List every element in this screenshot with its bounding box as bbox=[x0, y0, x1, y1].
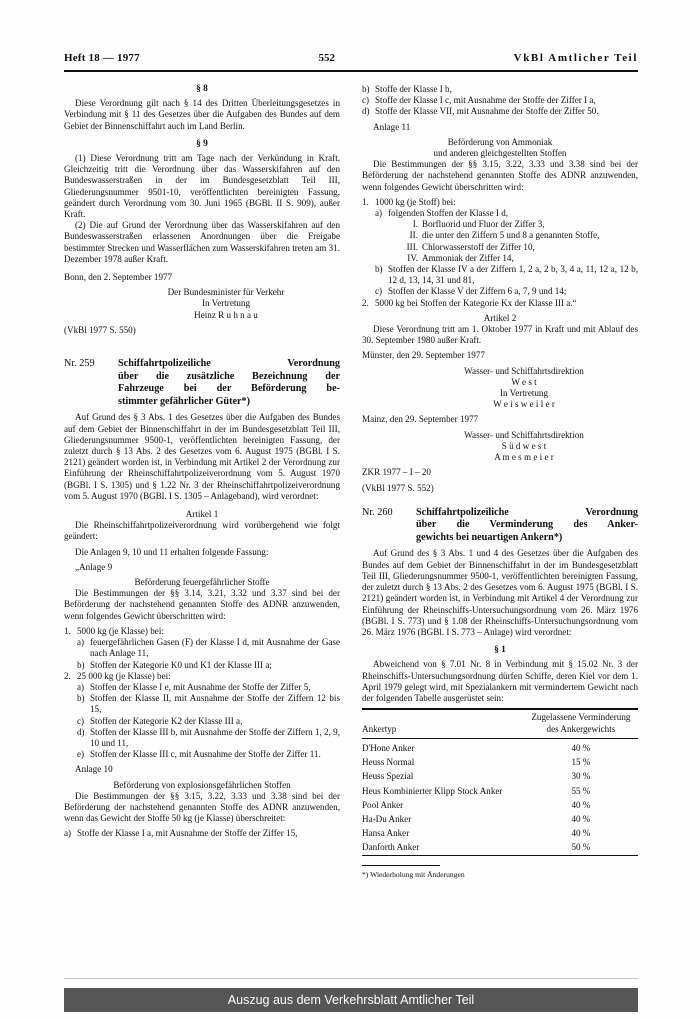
list-marker: d) bbox=[362, 106, 370, 117]
table-bottom-rule bbox=[362, 856, 638, 857]
list-text: Borfluorid und Fluor der Ziffer 3, bbox=[422, 219, 545, 230]
list-marker: 2. bbox=[362, 297, 369, 308]
anchor-type: Ha-Du Anker bbox=[362, 813, 412, 824]
anchor-reduction: 55 % bbox=[571, 785, 591, 796]
anchor-reduction: 30 % bbox=[571, 771, 591, 782]
list-item bbox=[64, 716, 340, 727]
list-marker: I. bbox=[412, 219, 418, 230]
list-text: die unter den Ziffern 5 und 8 a genannten Stoffe, bbox=[422, 230, 600, 241]
anchor-weight-reduction-table bbox=[362, 708, 638, 856]
table-row bbox=[362, 770, 638, 784]
article-260-title-line-3: gewichts bei neuartigen Ankern*) bbox=[416, 531, 563, 543]
table-body bbox=[362, 738, 638, 855]
article-260-title-line-1: Schiffahrtpolizeiliche Verordnung bbox=[416, 506, 638, 518]
paragraph-8-label: § 8 bbox=[196, 84, 208, 94]
artikel-1-label: Artikel 1 bbox=[185, 509, 219, 520]
list-marker: IV. bbox=[407, 252, 418, 263]
list-item bbox=[362, 84, 638, 95]
anchor-type: Heus Kombinierter Klipp Stock Anker bbox=[362, 785, 503, 796]
bonn-place-date: Bonn, den 2. September 1977 bbox=[64, 272, 173, 283]
header-page-number: 552 bbox=[318, 52, 335, 64]
footnote-rule bbox=[362, 865, 440, 866]
signature-authority: Wasser- und Schiffahrtsdirektion bbox=[464, 429, 584, 440]
list-text: Stoffe der Klasse VII, mit Ausnahme der Stoffe der Ziffer 50. bbox=[375, 106, 599, 117]
list-item bbox=[64, 671, 340, 682]
article-259-heading bbox=[64, 358, 340, 408]
left-column bbox=[64, 84, 340, 944]
footer-banner-text: Auszug aus dem Verkehrsblatt Amtlicher Teil bbox=[227, 993, 475, 1007]
article-259-preamble: Auf Grund des § 3 Abs. 1 des Gesetzes über die Aufgaben des Bundes auf dem Gebiet der Binnenschiffahrt in der im Bundesgesetzblatt Teil III, Gliederungsnummer 9500-1, veröffentlichten bereinigten Fassung, der zuletzt durch § 13 Abs. 2 des Gesetzes vom 6. August 1975 (BGBl. I S. 2121) geändert worden ist, in Verbindung mit Artikel 2 der Verordnung zur Einführung der Rheinschiffahrtpolizeiverordnung vom 5. August 1970 (BGBl. I S. 1305) und § 1.22 Nr. 3 der Rheinschiffahrtpolizeiverordnung vom 5. August 1970 (BGBl. I S. 1305 – Anlageband), wird verordnet: bbox=[64, 412, 340, 501]
table-row bbox=[362, 841, 638, 856]
anlage-11-intro: Die Bestimmungen der §§ 3.15, 3.22, 3.33 und 3.38 sind bei der Beförderung der nachstehend genannten Stoffe des ADNR anzuwenden, wenn folgendes Gewicht überschritten wird: bbox=[362, 159, 638, 192]
paragraph-1-label: § 1 bbox=[494, 645, 506, 656]
signature-in-vertretung: In Vertretung bbox=[201, 298, 251, 309]
anchor-type: Hansa Anker bbox=[362, 828, 410, 839]
signature-region: S ü d w e s t bbox=[501, 440, 547, 451]
list-item bbox=[362, 208, 638, 219]
list-marker: a) bbox=[77, 681, 85, 692]
artikel-1-intro: Die Rheinschiffahrtpolizeiverordnung wird vorübergehend wie folgt geändert: bbox=[64, 520, 340, 542]
list-marker: a) bbox=[375, 208, 383, 219]
list-text: Stoffen der Klasse III c, mit Ausnahme der Stoffe der Ziffer 11. bbox=[90, 749, 321, 760]
table-header-reduction-line-2: des Ankergewichts bbox=[546, 723, 616, 734]
signature-block-west bbox=[362, 366, 638, 411]
source-reference-550: (VkBl 1977 S. 550) bbox=[64, 324, 136, 335]
footer-banner bbox=[64, 988, 638, 1012]
list-item bbox=[362, 242, 638, 253]
anlage-10-label: Anlage 10 bbox=[75, 764, 113, 775]
signature-name: A m e s m e i e r bbox=[494, 452, 554, 463]
anchor-type: Heuss Spezial bbox=[362, 771, 414, 782]
list-item bbox=[64, 727, 340, 749]
anchor-reduction: 40 % bbox=[571, 742, 591, 753]
table-header-ankertyp: Ankertyp bbox=[362, 710, 524, 739]
table-header-reduction-line-1: Zugelassene Verminderung bbox=[531, 712, 631, 723]
list-text: Stoffen der Klasse III b, mit Ausnahme der Stoffe der Ziffern 1, 2, 9, 10 und 11, bbox=[90, 726, 340, 748]
anlage-9-intro: Die Bestimmungen der §§ 3.14, 3.21, 3.32 und 3.37 sind bei der Beförderung der nachstehend genannten Stoffe des ADNR anzuwenden, wenn folgendes Gewicht überschritten wird: bbox=[64, 588, 340, 621]
mainz-place-date: Mainz, den 29. September 1977 bbox=[362, 414, 479, 425]
anlage-10-title: Beförderung von explosionsgefährlichen Stoffen bbox=[113, 779, 291, 790]
right-column bbox=[362, 84, 638, 944]
table-header-row bbox=[362, 710, 638, 739]
body-columns bbox=[64, 84, 638, 944]
zkr-reference: ZKR 1977 – I – 20 bbox=[362, 467, 431, 478]
anchor-type: D'Hone Anker bbox=[362, 742, 415, 753]
article-260-preamble: Auf Grund des § 3 Abs. 1 und 4 des Gesetzes über die Aufgaben des Bundes auf dem Gebiet der Binnenschiffahrt in der im Bundesgesetzblatt Teil III, Gliederungsnummer 9500-1, veröffentlichten bereinigten Fassung, der zuletzt durch § 13 Abs. 2 des Gesetzes vom 6. August 1975 (BGBl. I S. 2121) geändert worden ist, in Verbindung mit Artikel 4 der Verordnung zur Einführung der Rheinschiffs-Untersuchungsordnung vom 26. März 1976 (BGBl. I S. 773) und § 1.08 der Rheinschiffs-Untersuchungsordnung vom 26. März 1976 (BGBl. I S. 773 – Anlage) wird verordnet: bbox=[362, 548, 638, 637]
list-marker: b) bbox=[77, 659, 85, 670]
list-marker: c) bbox=[77, 715, 85, 726]
list-text: 1000 kg (je Stoff) bei: bbox=[375, 196, 456, 207]
list-item bbox=[64, 693, 340, 715]
article-259-number: Nr. 259 bbox=[64, 358, 95, 370]
list-marker: b) bbox=[77, 693, 85, 704]
paragraph-9-subsection-2: (2) Die auf Grund der Verordnung über das Wasserskifahren auf den Bundeswasserstraßen erlassenen Anordnungen über die Freigabe bestimmter Strecken und Wasserflächen zum Wasserskifahren treten am 31. Dezember 1978 außer Kraft. bbox=[64, 220, 340, 264]
list-text: Stoffen der Kategorie K2 der Klasse III a, bbox=[90, 715, 243, 726]
anchor-type: Danforth Anker bbox=[362, 842, 420, 853]
header-publication: VkBl Amtlicher Teil bbox=[513, 52, 638, 64]
anchor-reduction: 40 % bbox=[571, 828, 591, 839]
muenster-place-date: Münster, den 29. September 1977 bbox=[362, 350, 485, 361]
signature-name: Heinz R u h n a u bbox=[194, 309, 258, 320]
list-text: Stoffe der Klasse I a, mit Ausnahme der Stoffe der Ziffer 15, bbox=[77, 828, 298, 839]
anlage-9-title: Beförderung feuergefährlicher Stoffe bbox=[134, 577, 270, 588]
list-text: Stoffen der Klasse V der Ziffern 6 a, 7, 9 und 14; bbox=[388, 286, 567, 297]
anchor-reduction: 15 % bbox=[571, 757, 591, 768]
list-marker: a) bbox=[77, 637, 85, 648]
table-row bbox=[362, 756, 638, 770]
anlage-9-label: „Anlage 9 bbox=[75, 561, 113, 572]
article-260-title-line-2: über die Verminderung des Anker- bbox=[416, 519, 638, 531]
anchor-type: Heuss Normal bbox=[362, 757, 415, 768]
list-marker: d) bbox=[77, 726, 85, 737]
running-head bbox=[64, 52, 638, 64]
table-head bbox=[362, 709, 638, 739]
list-item bbox=[64, 637, 340, 659]
list-item bbox=[362, 219, 638, 230]
paragraph-9-label: § 9 bbox=[196, 138, 208, 149]
signature-block-suedwest bbox=[362, 430, 638, 464]
list-text: Stoffe der Klasse I b, bbox=[375, 84, 452, 94]
list-text: Stoffen der Klasse II, mit Ausnahme der Stoffe der Ziffern 12 bis 15, bbox=[90, 693, 340, 715]
list-marker: b) bbox=[375, 264, 383, 275]
anchor-type: Pool Anker bbox=[362, 799, 404, 810]
list-text: 5000 kg bei Stoffen der Kategorie Kx der Klasse III a.“ bbox=[375, 297, 577, 308]
signature-authority: Wasser- und Schiffahrtsdirektion bbox=[464, 365, 584, 376]
anchor-reduction: 40 % bbox=[571, 813, 591, 824]
article-259-title-line-4: stimmter gefährlicher Güter*) bbox=[118, 395, 251, 407]
anlage-11-title-line-1: Beförderung von Ammoniak bbox=[447, 136, 553, 147]
artikel-1-sentence: Die Anlagen 9, 10 und 11 erhalten folgende Fassung: bbox=[75, 546, 269, 557]
list-marker: III. bbox=[406, 241, 418, 252]
list-item bbox=[64, 626, 340, 637]
list-text: Chlorwasserstoff der Ziffer 10, bbox=[422, 241, 535, 252]
list-item bbox=[64, 682, 340, 693]
header-issue: Heft 18 — 1977 bbox=[64, 52, 140, 64]
list-item bbox=[362, 197, 638, 208]
artikel-2-text: Diese Verordnung tritt am 1. Oktober 1977 in Kraft und mit Ablauf des 30. September 1980 außer Kraft. bbox=[362, 324, 638, 346]
article-259-title bbox=[118, 358, 340, 408]
header-rule bbox=[64, 70, 638, 72]
list-text: 5000 kg (je Klasse) bei: bbox=[77, 625, 164, 636]
paragraph-1-text: Abweichend von § 7.01 Nr. 8 in Verbindung mit § 15.02 Nr. 3 der Rheinschiffs-Untersuchungsordnung dürfen Schiffe, deren Kiel vor dem 1. April 1979 gelegt wird, mit Spezialankern mit vermindertem Gewicht nach der folgenden Tabelle ausgerüstet sein: bbox=[362, 659, 638, 703]
signature-in-vertretung: In Vertretung bbox=[499, 388, 549, 399]
anchor-reduction: 40 % bbox=[571, 799, 591, 810]
table-row bbox=[362, 827, 638, 841]
signature-authority: Der Bundesminister für Verkehr bbox=[167, 287, 285, 298]
article-260-title bbox=[416, 507, 638, 545]
table-row bbox=[362, 812, 638, 826]
paragraph-8-text: Diese Verordnung gilt nach § 14 des Dritten Überleitungsgesetzes in Verbindung mit § 11 des Gesetzes über die Aufgaben des Bundes auf dem Gebiet der Binnenschiffahrt auch im Land Berlin. bbox=[64, 98, 340, 131]
list-marker: b) bbox=[362, 84, 370, 94]
table-header-reduction bbox=[524, 710, 638, 739]
list-item bbox=[64, 660, 340, 671]
paragraph-9-subsection-1: (1) Diese Verordnung tritt am Tage nach der Verkündung in Kraft. Gleichzeitig tritt die Verordnung über das Wasserskifahren auf den Bundeswasserstraßen in der im Bundesgesetzblatt Teil III, Gliederungsnummer 9501-10, veröffentlichten bereinigten Fassung, geändert durch Verordnung vom 30. Juni 1965 (BGBl. II S. 909), außer Kraft. bbox=[64, 153, 340, 220]
list-marker: 2. bbox=[64, 670, 71, 681]
article-259-title-line-1: Schiffahrtpolizeiliche Verordnung bbox=[118, 358, 340, 370]
anlage-11-label: Anlage 11 bbox=[373, 121, 411, 132]
anlage-11-title-line-2: und anderen gleichgestellten Stoffen bbox=[433, 148, 567, 159]
artikel-2-label: Artikel 2 bbox=[483, 312, 517, 323]
list-item bbox=[362, 298, 638, 309]
list-text: feuergefährlichen Gasen (F) der Klasse I d, mit Ausnahme der Gase nach Anlage 11, bbox=[90, 637, 340, 659]
signature-name: W e i s w e i l e r bbox=[493, 399, 555, 410]
list-item bbox=[64, 749, 340, 760]
list-marker: c) bbox=[375, 286, 383, 297]
list-text: Stoffe der Klasse I c, mit Ausnahme der Stoffe der Ziffer I a, bbox=[375, 95, 596, 106]
list-text: Stoffen der Klasse I e, mit Ausnahme der Stoffe der Ziffer 5, bbox=[90, 681, 311, 692]
list-item bbox=[362, 95, 638, 106]
list-item bbox=[362, 230, 638, 241]
table-foot bbox=[362, 856, 638, 857]
list-item bbox=[64, 828, 340, 839]
list-item bbox=[362, 286, 638, 297]
list-marker: II. bbox=[409, 230, 418, 241]
list-text: Stoffen der Klasse IV a der Ziffern 1, 2 a, 2 b, 3, 4 a, 11, 12 a, 12 b, 12 d, 13, 14, 31 und 81, bbox=[388, 264, 638, 286]
article-259-title-line-3: Fahrzeuge bei der Beförderung be- bbox=[118, 383, 340, 395]
source-reference-552: (VkBl 1977 S. 552) bbox=[362, 482, 434, 493]
article-259-title-line-2: über die zusätzliche Bezeichnung der bbox=[118, 370, 340, 382]
table-row bbox=[362, 738, 638, 755]
list-marker: a) bbox=[64, 828, 72, 839]
list-text: folgenden Stoffen der Klasse I d, bbox=[388, 208, 509, 219]
article-260-number: Nr. 260 bbox=[362, 506, 393, 518]
table-row bbox=[362, 784, 638, 798]
list-item bbox=[362, 264, 638, 286]
signature-block-bonn bbox=[64, 287, 340, 321]
table-row bbox=[362, 798, 638, 812]
list-text: Ammoniak der Ziffer 14, bbox=[422, 252, 514, 263]
signature-region: W e s t bbox=[511, 376, 537, 387]
list-marker: c) bbox=[362, 95, 370, 106]
list-item bbox=[362, 106, 638, 117]
anchor-reduction: 50 % bbox=[571, 842, 591, 853]
list-text: 25 000 kg (je Klasse) bei: bbox=[77, 670, 171, 681]
article-260-heading bbox=[362, 507, 638, 545]
list-text: Stoffen der Kategorie K0 und K1 der Klasse III a; bbox=[90, 659, 272, 670]
footnote-text: *) Wiederholung mit Änderungen bbox=[362, 870, 465, 880]
list-item bbox=[362, 253, 638, 264]
footer-rule bbox=[64, 978, 638, 979]
list-marker: e) bbox=[77, 749, 85, 760]
list-marker: 1. bbox=[362, 196, 369, 207]
list-marker: 1. bbox=[64, 625, 71, 636]
anlage-10-intro: Die Bestimmungen der §§ 3.15, 3.22, 3.33 und 3.38 sind bei der Beförderung der nachstehend genannten Stoffe des ADNR anzuwenden, wenn das Gewicht der Stoffe 50 kg (je Klasse) überschreitet: bbox=[64, 790, 340, 824]
